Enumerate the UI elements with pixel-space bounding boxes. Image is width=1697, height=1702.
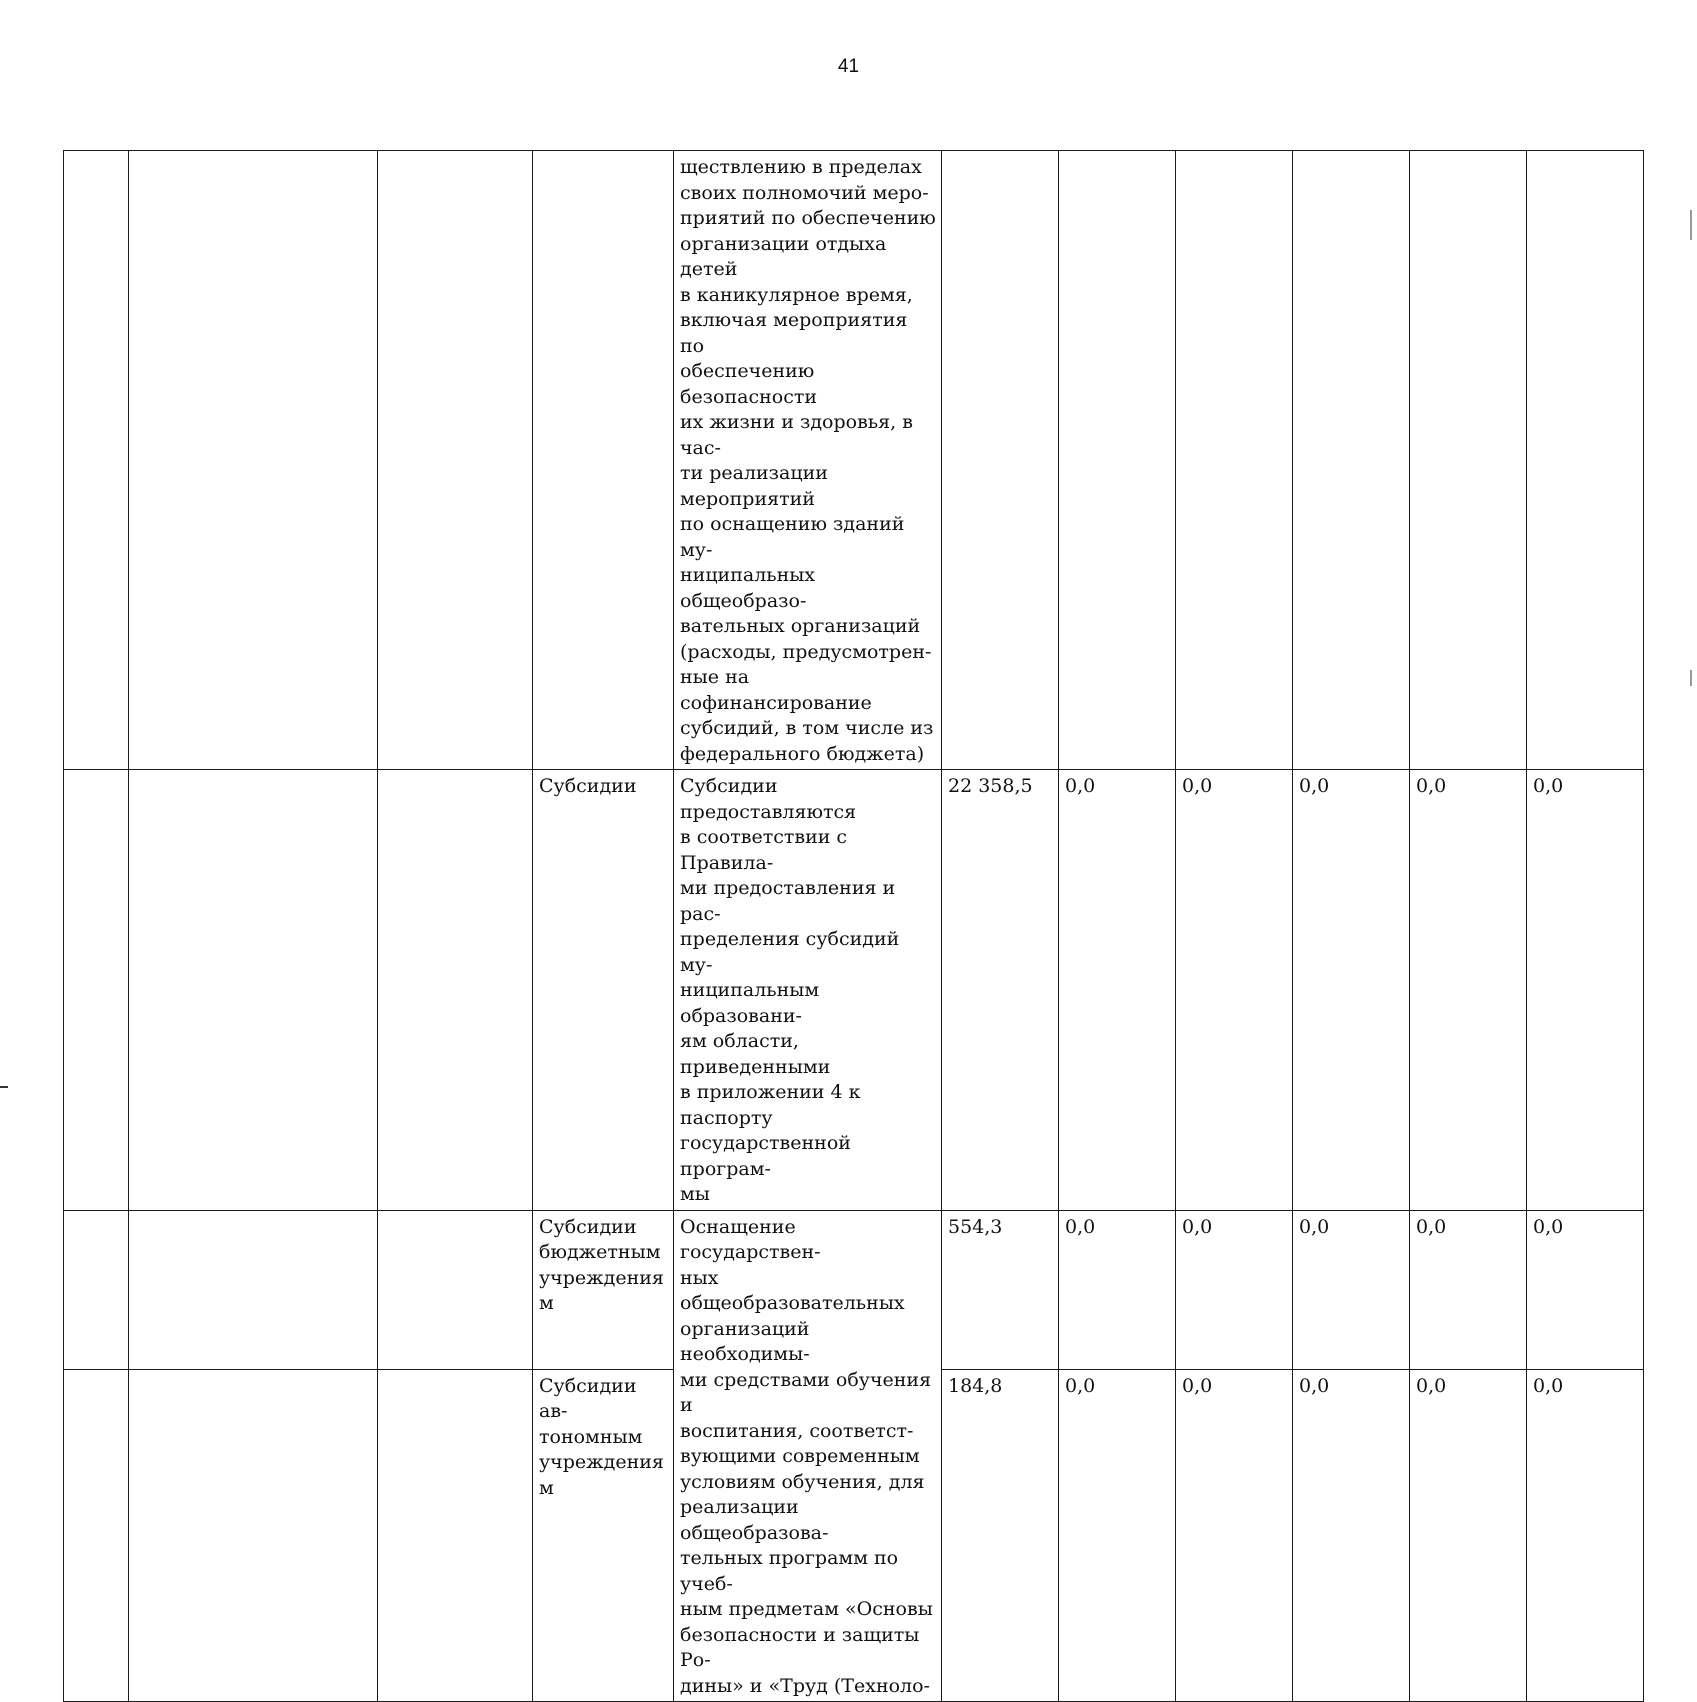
- cell-executor: [378, 1210, 533, 1369]
- cell-executor: [378, 151, 533, 770]
- cell-type: Субсидии: [533, 770, 674, 1211]
- cell-value: [1059, 151, 1176, 770]
- cell-program: [129, 1210, 378, 1369]
- budget-table: [63, 150, 1644, 1702]
- page-number: 41: [837, 56, 860, 77]
- cell-description: Оснащение государствен- ных общеобразовательных организаций необходимы- ми средствами обучения и воспитания, соответст- вующими современным условиям обучения, для реализации общеобразова- тельных программ по учеб- ным предметам «Основы безопасности и защиты Ро- дины» и «Труд (Техноло-: [674, 1210, 942, 1702]
- cell-value: 22 358,5: [942, 770, 1059, 1211]
- cell-executor: [378, 770, 533, 1211]
- cell-description: Субсидии предоставляются в соответствии с Правила- ми предоставления и рас- пределения субсидий му- ниципальным образовани- ям области, приведенными в приложении 4 к паспорту государственной програм- мы: [674, 770, 942, 1211]
- cell-value: 0,0: [1410, 770, 1527, 1211]
- cell-value: 0,0: [1059, 1369, 1176, 1701]
- cell-number: [64, 1210, 129, 1369]
- table-row: [64, 151, 1644, 770]
- cell-program: [129, 770, 378, 1211]
- cell-value: 0,0: [1293, 1210, 1410, 1369]
- cell-type: Субсидии бюджетным учреждениям: [533, 1210, 674, 1369]
- cell-value: [942, 151, 1059, 770]
- cell-value: 0,0: [1527, 1210, 1644, 1369]
- cell-value: 0,0: [1176, 1369, 1293, 1701]
- scan-edge-mark: [1690, 210, 1692, 240]
- table-row: [64, 770, 1644, 1211]
- cell-value: [1527, 151, 1644, 770]
- cell-program: [129, 151, 378, 770]
- cell-value: 0,0: [1410, 1210, 1527, 1369]
- scan-edge-mark: [0, 1086, 8, 1088]
- scan-edge-mark: [1690, 670, 1692, 686]
- cell-value: 184,8: [942, 1369, 1059, 1701]
- table-row: [64, 1210, 1644, 1369]
- cell-value: 0,0: [1059, 770, 1176, 1211]
- cell-value: 554,3: [942, 1210, 1059, 1369]
- cell-value: [1176, 151, 1293, 770]
- cell-type: Субсидии ав- тономным учреждениям: [533, 1369, 674, 1701]
- cell-number: [64, 151, 129, 770]
- cell-number: [64, 1369, 129, 1701]
- cell-value: 0,0: [1410, 1369, 1527, 1701]
- cell-executor: [378, 1369, 533, 1701]
- cell-value: 0,0: [1059, 1210, 1176, 1369]
- cell-number: [64, 770, 129, 1211]
- cell-description: ществлению в пределах своих полномочий меро- приятий по обеспечению организации отдыха детей в каникулярное время, включая мероприятия по обеспечению безопасности их жизни и здоровья, в час- ти реализации мероприятий по оснащению зданий му- ниципальных общеобразо- вательных организаций (расходы, предусмотрен- ные на софинансирование субсидий, в том числе из федерального бюджета): [674, 151, 942, 770]
- cell-value: 0,0: [1176, 770, 1293, 1211]
- cell-value: 0,0: [1527, 1369, 1644, 1701]
- cell-value: 0,0: [1176, 1210, 1293, 1369]
- cell-value: 0,0: [1293, 1369, 1410, 1701]
- cell-type: [533, 151, 674, 770]
- cell-program: [129, 1369, 378, 1701]
- cell-value: 0,0: [1527, 770, 1644, 1211]
- cell-value: 0,0: [1293, 770, 1410, 1211]
- cell-value: [1410, 151, 1527, 770]
- cell-value: [1293, 151, 1410, 770]
